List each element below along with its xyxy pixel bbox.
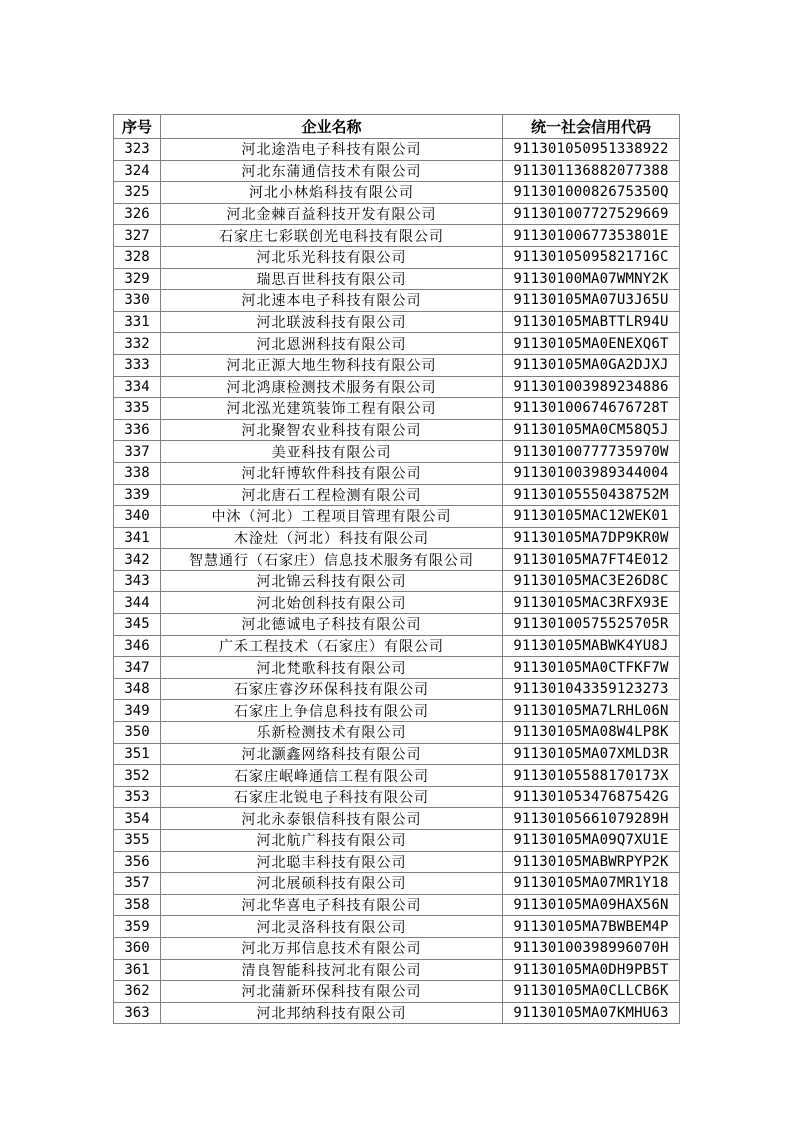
table-row	[114, 311, 680, 333]
serial-number-cell: 336	[114, 419, 161, 441]
credit-code-cell: 91130105MA0CLLCB6K	[503, 981, 680, 1003]
company-name-cell: 乐新检测技术有限公司	[161, 722, 503, 744]
credit-code-cell: 91130105347687542G	[503, 786, 680, 808]
company-name-cell: 石家庄上争信息科技有限公司	[161, 700, 503, 722]
credit-code-cell: 91130105MA07MR1Y18	[503, 873, 680, 895]
serial-number-cell: 354	[114, 808, 161, 830]
serial-number-cell: 338	[114, 462, 161, 484]
credit-code-cell: 91130100777735970W	[503, 441, 680, 463]
company-name-cell: 河北乐光科技有限公司	[161, 246, 503, 268]
serial-number-cell: 362	[114, 981, 161, 1003]
table-row	[114, 506, 680, 528]
table-row	[114, 419, 680, 441]
header-row	[114, 115, 680, 139]
credit-code-cell: 911301136882077388	[503, 160, 680, 182]
credit-code-cell: 91130105588170173X	[503, 765, 680, 787]
table-row	[114, 614, 680, 636]
credit-code-cell: 91130105MAC3RFX93E	[503, 592, 680, 614]
company-name-cell: 河北华喜电子科技有限公司	[161, 894, 503, 916]
serial-number-cell: 348	[114, 678, 161, 700]
serial-number-cell: 356	[114, 851, 161, 873]
table-row	[114, 484, 680, 506]
serial-number-cell: 337	[114, 441, 161, 463]
company-name-cell: 河北聚智农业科技有限公司	[161, 419, 503, 441]
company-name-cell: 河北灏鑫网络科技有限公司	[161, 743, 503, 765]
serial-number-cell: 358	[114, 894, 161, 916]
serial-number-cell: 327	[114, 225, 161, 247]
serial-number-cell: 329	[114, 268, 161, 290]
table-row	[114, 635, 680, 657]
table-row	[114, 268, 680, 290]
table-row	[114, 527, 680, 549]
credit-code-cell: 91130105MAC3E26D8C	[503, 570, 680, 592]
credit-code-cell: 911301043359123273	[503, 678, 680, 700]
company-name-cell: 河北聪丰科技有限公司	[161, 851, 503, 873]
company-name-cell: 河北梵歌科技有限公司	[161, 657, 503, 679]
serial-number-cell: 328	[114, 246, 161, 268]
table-row	[114, 722, 680, 744]
credit-code-cell: 91130105MA07U3J65U	[503, 290, 680, 312]
credit-code-cell: 91130105MABWK4YU8J	[503, 635, 680, 657]
credit-code-cell: 91130105MA7DP9KR0W	[503, 527, 680, 549]
serial-number-cell: 351	[114, 743, 161, 765]
serial-number-cell: 334	[114, 376, 161, 398]
credit-code-cell: 91130100398996070H	[503, 937, 680, 959]
serial-number-cell: 342	[114, 549, 161, 571]
credit-code-cell: 91130105MA0GA2DJXJ	[503, 354, 680, 376]
credit-code-cell: 91130105MABWRPYP2K	[503, 851, 680, 873]
table-row	[114, 959, 680, 981]
serial-number-cell: 335	[114, 398, 161, 420]
credit-code-cell: 91130105MA08W4LP8K	[503, 722, 680, 744]
company-name-cell: 美亚科技有限公司	[161, 441, 503, 463]
serial-number-cell: 344	[114, 592, 161, 614]
serial-number-cell: 330	[114, 290, 161, 312]
serial-number-cell: 346	[114, 635, 161, 657]
company-name-cell: 河北恩洲科技有限公司	[161, 333, 503, 355]
company-name-cell: 河北展硕科技有限公司	[161, 873, 503, 895]
table-row	[114, 851, 680, 873]
company-name-cell: 河北东蒲通信技术有限公司	[161, 160, 503, 182]
table-row	[114, 786, 680, 808]
table-row	[114, 182, 680, 204]
serial-number-cell: 332	[114, 333, 161, 355]
serial-number-cell: 345	[114, 614, 161, 636]
company-name-cell: 智慧通行（石家庄）信息技术服务有限公司	[161, 549, 503, 571]
serial-number-cell: 347	[114, 657, 161, 679]
company-credit-table	[113, 114, 680, 1024]
credit-code-cell: 91130105MA7LRHL06N	[503, 700, 680, 722]
company-name-cell: 河北德诚电子科技有限公司	[161, 614, 503, 636]
table-row	[114, 894, 680, 916]
table-row	[114, 592, 680, 614]
serial-number-cell: 323	[114, 139, 161, 161]
table-row	[114, 376, 680, 398]
column-header-company-name: 企业名称	[161, 115, 503, 139]
company-name-cell: 河北唐石工程检测有限公司	[161, 484, 503, 506]
serial-number-cell: 340	[114, 506, 161, 528]
credit-code-cell: 91130105MA09HAX56N	[503, 894, 680, 916]
serial-number-cell: 363	[114, 1002, 161, 1024]
credit-code-cell: 91130105550438752M	[503, 484, 680, 506]
company-name-cell: 河北鸿康检测技术服务有限公司	[161, 376, 503, 398]
table-row	[114, 830, 680, 852]
serial-number-cell: 361	[114, 959, 161, 981]
table-header	[114, 115, 680, 139]
table-row	[114, 873, 680, 895]
serial-number-cell: 339	[114, 484, 161, 506]
serial-number-cell: 341	[114, 527, 161, 549]
serial-number-cell: 355	[114, 830, 161, 852]
serial-number-cell: 324	[114, 160, 161, 182]
credit-code-cell: 91130105MA0CTFKF7W	[503, 657, 680, 679]
table-row	[114, 160, 680, 182]
table-row	[114, 549, 680, 571]
table-row	[114, 398, 680, 420]
column-header-serial-number: 序号	[114, 115, 161, 139]
company-name-cell: 木淦灶（河北）科技有限公司	[161, 527, 503, 549]
table-row	[114, 441, 680, 463]
table-row	[114, 570, 680, 592]
company-name-cell: 河北航广科技有限公司	[161, 830, 503, 852]
company-name-cell: 石家庄睿汐环保科技有限公司	[161, 678, 503, 700]
table-row	[114, 139, 680, 161]
company-name-cell: 河北金棘百益科技开发有限公司	[161, 203, 503, 225]
table-row	[114, 743, 680, 765]
table-row	[114, 981, 680, 1003]
serial-number-cell: 350	[114, 722, 161, 744]
company-name-cell: 河北万邦信息技术有限公司	[161, 937, 503, 959]
company-name-cell: 河北小林焰科技有限公司	[161, 182, 503, 204]
company-name-cell: 河北泓光建筑装饰工程有限公司	[161, 398, 503, 420]
table-body	[114, 139, 680, 1024]
serial-number-cell: 333	[114, 354, 161, 376]
serial-number-cell: 353	[114, 786, 161, 808]
company-name-cell: 河北锦云科技有限公司	[161, 570, 503, 592]
table-row	[114, 678, 680, 700]
table-row	[114, 808, 680, 830]
company-name-cell: 中沐（河北）工程项目管理有限公司	[161, 506, 503, 528]
serial-number-cell: 326	[114, 203, 161, 225]
company-name-cell: 石家庄七彩联创光电科技有限公司	[161, 225, 503, 247]
credit-code-cell: 911301050951338922	[503, 139, 680, 161]
credit-code-cell: 91130105661079289H	[503, 808, 680, 830]
table-row	[114, 765, 680, 787]
credit-code-cell: 91130105MA07XMLD3R	[503, 743, 680, 765]
credit-code-cell: 91130105MA07KMHU63	[503, 1002, 680, 1024]
credit-code-cell: 91130100677353801E	[503, 225, 680, 247]
credit-code-cell: 911301007727529669	[503, 203, 680, 225]
credit-code-cell: 91130100MA07WMNY2K	[503, 268, 680, 290]
company-name-cell: 河北永泰银信科技有限公司	[161, 808, 503, 830]
credit-code-cell: 91130105095821716C	[503, 246, 680, 268]
company-name-cell: 河北途浩电子科技有限公司	[161, 139, 503, 161]
serial-number-cell: 349	[114, 700, 161, 722]
credit-code-cell: 91130100082675350Q	[503, 182, 680, 204]
company-name-cell: 河北始创科技有限公司	[161, 592, 503, 614]
credit-code-cell: 91130105MA0CM58Q5J	[503, 419, 680, 441]
company-name-cell: 河北蒲新环保科技有限公司	[161, 981, 503, 1003]
credit-code-cell: 91130100674676728T	[503, 398, 680, 420]
credit-code-cell: 91130100575525705R	[503, 614, 680, 636]
credit-code-cell: 91130105MA09Q7XU1E	[503, 830, 680, 852]
table-row	[114, 462, 680, 484]
table-row	[114, 246, 680, 268]
company-name-cell: 石家庄北锐电子科技有限公司	[161, 786, 503, 808]
table-row	[114, 203, 680, 225]
table-row	[114, 333, 680, 355]
company-name-cell: 广禾工程技术（石家庄）有限公司	[161, 635, 503, 657]
table-row	[114, 1002, 680, 1024]
company-name-cell: 河北轩博软件科技有限公司	[161, 462, 503, 484]
credit-code-cell: 91130105MA7FT4E012	[503, 549, 680, 571]
company-name-cell: 河北邦纳科技有限公司	[161, 1002, 503, 1024]
credit-code-cell: 91130105MABTTLR94U	[503, 311, 680, 333]
company-name-cell: 河北速本电子科技有限公司	[161, 290, 503, 312]
table-row	[114, 354, 680, 376]
company-name-cell: 河北联波科技有限公司	[161, 311, 503, 333]
credit-code-cell: 91130105MA7BWBEM4P	[503, 916, 680, 938]
table-row	[114, 916, 680, 938]
table-row	[114, 290, 680, 312]
table-row	[114, 700, 680, 722]
credit-code-cell: 911301003989234886	[503, 376, 680, 398]
company-name-cell: 石家庄岷峰通信工程有限公司	[161, 765, 503, 787]
column-header-credit-code: 统一社会信用代码	[503, 115, 680, 139]
credit-code-cell: 91130105MAC12WEK01	[503, 506, 680, 528]
serial-number-cell: 352	[114, 765, 161, 787]
serial-number-cell: 331	[114, 311, 161, 333]
company-name-cell: 清良智能科技河北有限公司	[161, 959, 503, 981]
company-name-cell: 瑞思百世科技有限公司	[161, 268, 503, 290]
serial-number-cell: 357	[114, 873, 161, 895]
serial-number-cell: 325	[114, 182, 161, 204]
credit-code-cell: 91130105MA0DH9PB5T	[503, 959, 680, 981]
serial-number-cell: 359	[114, 916, 161, 938]
table-row	[114, 937, 680, 959]
credit-code-cell: 911301003989344004	[503, 462, 680, 484]
table-row	[114, 657, 680, 679]
company-name-cell: 河北正源大地生物科技有限公司	[161, 354, 503, 376]
credit-code-cell: 91130105MA0ENEXQ6T	[503, 333, 680, 355]
serial-number-cell: 360	[114, 937, 161, 959]
table-row	[114, 225, 680, 247]
serial-number-cell: 343	[114, 570, 161, 592]
company-name-cell: 河北灵洛科技有限公司	[161, 916, 503, 938]
